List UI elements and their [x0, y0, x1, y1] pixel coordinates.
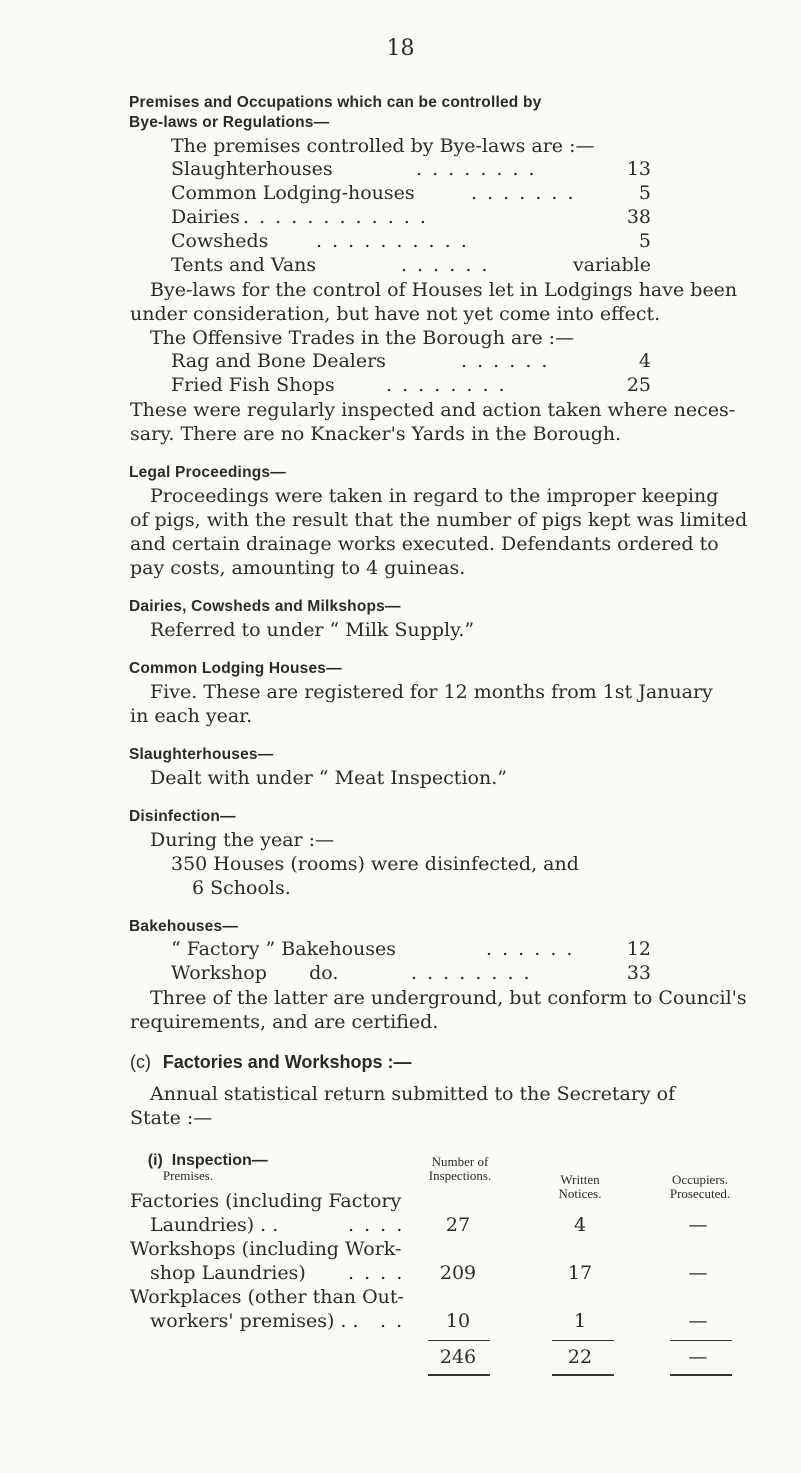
factories-heading: Factories and Workshops :— [162, 1052, 412, 1072]
total-rule [670, 1340, 732, 1341]
table-cell-notices: 4 [573, 1214, 587, 1236]
table-row-premises-line1: Workshops (including Work- [130, 1238, 402, 1260]
leader-dots: . . . . [348, 1262, 405, 1284]
bakehouse-item [171, 962, 651, 986]
leader-dots: . . . . . . . . [386, 374, 507, 396]
trades-note-line1: These were regularly inspected and action taken where neces- [130, 399, 736, 421]
legal-line: and certain drainage works executed. Defendants ordered to [130, 533, 719, 555]
table-row-premises-line2: Laundries) . . [150, 1214, 279, 1236]
premises-item-value: variable [572, 254, 651, 276]
trade-item [171, 374, 651, 398]
factories-prefix: (c) [130, 1052, 151, 1072]
table-total-notices: 22 [567, 1346, 593, 1368]
trade-item-label: Rag and Bone Dealers [171, 350, 386, 372]
premises-item-label: Dairies [171, 206, 240, 228]
leader-dots: . . . . . . . . . . [316, 230, 469, 252]
trades-note-line2: sary. There are no Knacker's Yards in the Borough. [130, 423, 622, 445]
col-header-notices-line1: Written [560, 1172, 600, 1187]
bakehouse-item-value: 33 [626, 962, 651, 984]
trade-item-value: 25 [626, 374, 651, 396]
total-double-rule [670, 1374, 732, 1376]
leader-dots: . . . . . . . . [411, 962, 532, 984]
disinfection-line2: 350 Houses (rooms) were disinfected, and [171, 853, 579, 875]
bakehouses-heading: Bakehouses— [129, 918, 239, 935]
disinfection-heading: Disinfection— [129, 808, 236, 825]
table-total-prosecuted: — [688, 1346, 708, 1368]
disinfection-line1: During the year :— [150, 829, 335, 851]
legal-line: pay costs, amounting to 4 guineas. [130, 557, 466, 579]
premises-paragraph-line2: under consideration, but have not yet come into effect. [130, 303, 661, 325]
leader-dots: . . . . . . [461, 350, 550, 372]
bakehouse-item-label: “ Factory ” Bakehouses [171, 938, 397, 960]
table-row-premises-line1: Factories (including Factory [130, 1190, 402, 1212]
factories-line2: State :— [130, 1107, 213, 1129]
premises-item [171, 206, 651, 230]
leader-dots: . . . . . . . [471, 182, 576, 204]
lodging-heading: Common Lodging Houses— [129, 660, 342, 677]
total-double-rule [552, 1374, 614, 1376]
leader-dots: . . . . [348, 1214, 405, 1236]
page-number: 18 [386, 36, 415, 61]
table-cell-prosecuted: — [688, 1262, 708, 1284]
legal-line: Proceedings were taken in regard to the improper keeping [150, 485, 719, 507]
premises-item [171, 230, 651, 254]
bakehouses-note-line2: requirements, and are certified. [130, 1011, 439, 1033]
premises-heading-line2: Bye-laws or Regulations— [129, 114, 330, 131]
premises-item-value: 5 [638, 182, 651, 204]
premises-item-value: 38 [626, 206, 651, 228]
premises-item-value: 13 [626, 158, 651, 180]
total-rule [428, 1340, 490, 1341]
table-row-premises-line1: Workplaces (other than Out- [130, 1286, 404, 1308]
premises-paragraph-line1: Bye-laws for the control of Houses let in Lodgings have been [150, 279, 738, 301]
col-header-prosecuted-line1: Occupiers. [672, 1172, 728, 1187]
factories-line1: Annual statistical return submitted to the Secretary of [150, 1083, 676, 1105]
table-cell-notices: 17 [567, 1262, 593, 1284]
table-cell-inspections: 10 [445, 1310, 471, 1332]
table-cell-notices: 1 [573, 1310, 587, 1332]
table-total-inspections: 246 [439, 1346, 477, 1368]
trade-item-label: Fried Fish Shops [171, 374, 335, 396]
trade-item [171, 350, 651, 374]
bakehouse-item [171, 938, 651, 962]
premises-intro: The premises controlled by Bye-laws are :— [171, 135, 595, 157]
offensive-trades-intro: The Offensive Trades in the Borough are :— [150, 327, 575, 349]
legal-line: of pigs, with the result that the number of pigs kept was limited [130, 509, 748, 531]
slaughter-heading: Slaughterhouses— [129, 746, 274, 763]
table-cell-inspections: 27 [445, 1214, 471, 1236]
col-header-inspections-line1: Number of [431, 1154, 489, 1169]
col-header-prosecuted-line2: Prosecuted. [669, 1186, 731, 1201]
premises-item [171, 158, 651, 182]
premises-item [171, 182, 651, 206]
total-double-rule [428, 1374, 490, 1376]
disinfection-line3: 6 Schools. [192, 877, 291, 899]
leader-dots: . . . . . . . . [416, 158, 537, 180]
premises-heading-line1: Premises and Occupations which can be controlled by [129, 94, 542, 111]
col-header-notices-line2: Notices. [558, 1186, 602, 1201]
premises-item-label: Common Lodging-houses [171, 182, 415, 204]
dairies-heading: Dairies, Cowsheds and Milkshops— [129, 598, 401, 615]
premises-item-label: Cowsheds [171, 230, 269, 252]
trade-item-value: 4 [638, 350, 651, 372]
bakehouse-item-value: 12 [626, 938, 651, 960]
premises-item-label: Slaughterhouses [171, 158, 333, 180]
bakehouses-note-line1: Three of the latter are underground, but conform to Council's [150, 987, 747, 1009]
premises-item-value: 5 [638, 230, 651, 252]
lodging-line2: in each year. [130, 705, 253, 727]
total-rule [552, 1340, 614, 1341]
factories-heading-row [130, 1052, 411, 1073]
leader-dots: . . . . . . [486, 938, 575, 960]
table-cell-prosecuted: — [688, 1310, 708, 1332]
leader-dots: . . [380, 1310, 405, 1332]
table-row-premises-line2: workers' premises) . . [150, 1310, 359, 1332]
col-header-premises: Premises. [162, 1168, 214, 1183]
lodging-line1: Five. These are registered for 12 months from 1st January [150, 681, 713, 703]
table-cell-prosecuted: — [688, 1214, 708, 1236]
col-header-inspections-line2: Inspections. [428, 1168, 492, 1183]
table-cell-inspections: 209 [439, 1262, 477, 1284]
leader-dots: . . . . . . [401, 254, 490, 276]
slaughter-text: Dealt with under “ Meat Inspection.” [150, 767, 507, 789]
premises-item [171, 254, 651, 278]
inspection-heading-text: (i) Inspection— [147, 1152, 268, 1169]
bakehouse-item-label: Workshop do. [171, 962, 339, 984]
table-row-premises-line2: shop Laundries) [150, 1262, 306, 1284]
leader-dots: . . . . . . . . . . . . [243, 206, 428, 228]
dairies-text: Referred to under “ Milk Supply.” [150, 619, 475, 641]
premises-item-label: Tents and Vans [171, 254, 317, 276]
legal-heading: Legal Proceedings— [129, 464, 286, 481]
